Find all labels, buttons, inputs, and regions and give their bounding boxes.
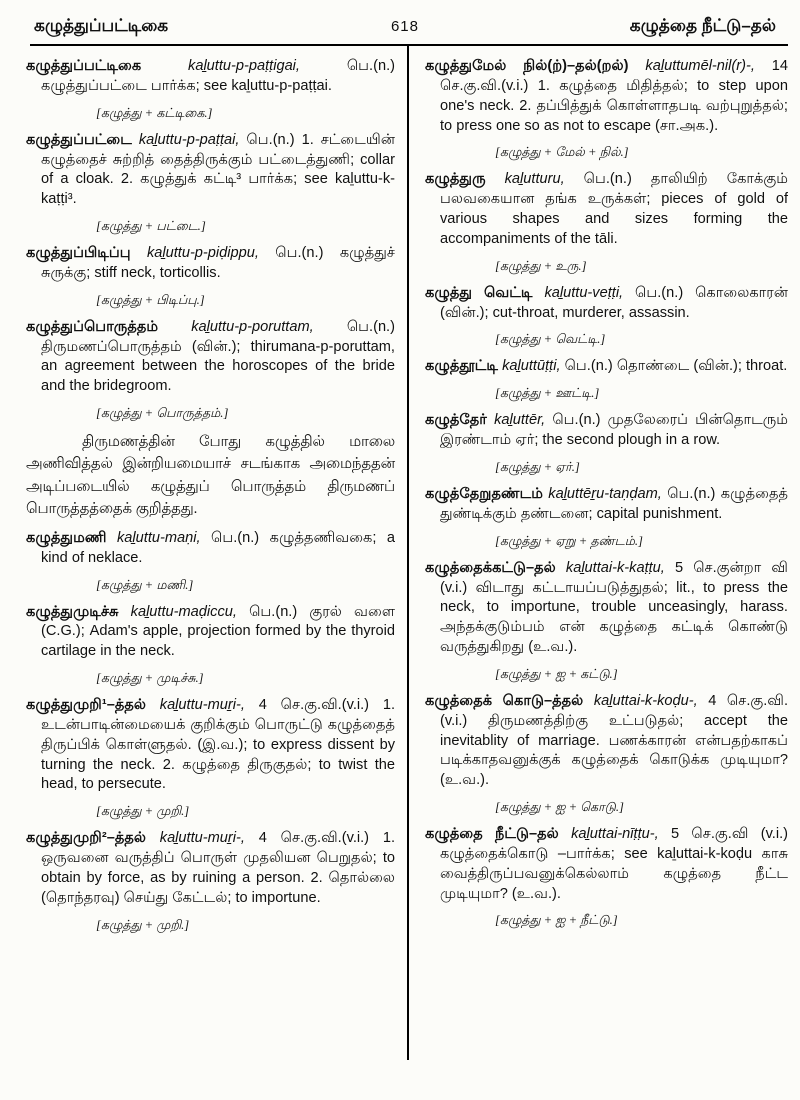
entry-etymology: [கழுத்து + ஏர்.] [495, 459, 580, 474]
entry-grammar: 4 செ.கு.வி.(v.i.) [258, 830, 370, 847]
entry-definition: 1. கழுத்தை மிதித்தல்; to step upon one's neck. 2. தப்பித்துக் கொள்ளாதபடி வற்புறுத்தல்; to press one so as not to escape (சா.அக.). [440, 77, 788, 134]
dict-entry [26, 529, 395, 594]
entry-headword: கழுத்துப்பிடிப்பு [26, 245, 131, 262]
entry-grammar: 5 செ.குன்றா வி (v.i.) [440, 559, 788, 596]
guideword-right: கழுத்தை நீட்டு–தல் [629, 16, 776, 35]
entry-grammar: 5 செ.கு.வி (v.i.) [670, 826, 788, 843]
dict-entry [425, 57, 788, 161]
entry-definition: 1. சட்டையின் கழுத்தைச் சுற்றித் தைத்திருக்கும் பட்டைத்துணி; collar of a cloak. 2. கழுத்துக் கட்டி³ பார்க்க; see kaḻuttu-k-kaṭṭi³. [41, 131, 395, 208]
entry-grammar: 4 செ.கு.வி.(v.i.) [440, 692, 788, 729]
entry-text [26, 696, 395, 795]
entry-transliteration: kaḻuttu-maṇi, [117, 529, 201, 546]
entry-etymology: [கழுத்து + பட்டை.] [96, 219, 206, 234]
entry-transliteration: kaḻuttēr, [494, 412, 546, 429]
entry-transliteration: kaḻuttu-muṟi-, [159, 830, 245, 847]
entry-grammar: பெ.(n.) [552, 412, 601, 429]
dict-entry [425, 559, 788, 683]
entry-text [26, 318, 395, 397]
entry-grammar: பெ.(n.) [246, 131, 295, 148]
page-number: 618 [390, 18, 419, 35]
dict-entry [26, 318, 395, 520]
entry-transliteration: kaḻuttu-p-piḍippu, [146, 245, 259, 262]
dict-entry [425, 170, 788, 274]
entry-transliteration: kaḻuttūṭṭi, [502, 358, 561, 375]
entry-grammar: 4 செ.கு.வி.(v.i.) [258, 697, 370, 714]
entry-definition: கழுத்தைத் துண்டிக்கும் தண்டனை; capital punishment. [440, 485, 788, 522]
dict-entry [26, 57, 395, 122]
dict-entry [425, 357, 788, 402]
entry-grammar: பெ.(n.) [564, 358, 613, 375]
entry-transliteration: kaḻuttēṟu-taṇḍam, [548, 485, 662, 502]
entry-definition: கொலைகாரன் (வின்.); cut-throat, murderer, assassin. [440, 284, 788, 321]
entry-headword: கழுத்துரு [425, 171, 486, 188]
entry-grammar: பெ.(n.) [583, 171, 632, 188]
left-column [26, 46, 407, 1060]
entry-definition: திருமணத்திற்கு உட்படுதல்; accept the inevitablity of marriage. பணக்காரன் என்பதற்காகப் படிக்காதவனுக்குக் கழுத்தைக் கொடுக்க முடியுமா? (உ.வ.). [440, 712, 788, 789]
entry-text [26, 244, 395, 284]
entry-text [26, 529, 395, 569]
entry-grammar: பெ.(n.) [211, 529, 260, 546]
entry-etymology: [கழுத்து + ஏறு + தண்டம்.] [495, 533, 643, 548]
entry-transliteration: kaḻuttu-veṭṭi, [544, 284, 624, 301]
entry-headword: கழுத்தேர் [425, 412, 487, 429]
entry-definition: விடாது கட்டாயப்படுத்துதல்; lit., to press the neck, to importune, trouble unceasingly, harass. அந்தக்குடும்பம் என் கழுத்தை கட்டிக் கொண்டு வருத்துகிறது (உ.வ.). [440, 579, 788, 656]
dict-entry [26, 244, 395, 309]
entry-text [425, 485, 788, 525]
entry-text [425, 692, 788, 791]
entry-definition: திருமணப்பொருத்தம் (வின்.); thirumana-p-poruttam, an agreement between the horoscopes of the bride and the bridegroom. [41, 338, 395, 395]
entry-definition: தொண்டை (வின்.); throat. [616, 358, 788, 375]
entry-text [425, 57, 788, 136]
entry-headword: கழுத்தை நீட்டு–தல் [425, 826, 559, 843]
entry-text [26, 829, 395, 908]
entry-text [425, 284, 788, 324]
entry-etymology: [கழுத்து + ஐ + நீட்டு.] [495, 913, 618, 928]
entry-etymology: [கழுத்து + ஊட்டி.] [495, 386, 600, 401]
entry-transliteration: kaḻuttu-p-paṭṭigai, [188, 58, 300, 74]
entry-transliteration: kaḻutturu, [504, 171, 565, 188]
entry-text [425, 357, 788, 377]
dict-entry [26, 603, 395, 688]
entry-etymology: [கழுத்து + ஐ + கட்டு.] [495, 666, 618, 681]
entry-etymology: [கழுத்து + ஐ + கொடு.] [495, 800, 624, 815]
entry-definition: முதலேரைப் பின்தொடரும் இரண்டாம் ஏர்; the second plough in a row. [440, 412, 788, 449]
entry-transliteration: kaḻuttu-maḍiccu, [130, 603, 237, 620]
entry-grammar: பெ.(n.) [275, 245, 324, 262]
entry-grammar: பெ.(n.) [249, 603, 298, 620]
entry-grammar: பெ.(n.) [346, 58, 395, 74]
entry-headword: கழுத்துப்பட்டிகை [26, 58, 142, 74]
entry-headword: கழுத்துமேல் நில்(ற்)–தல்(றல்) [425, 58, 629, 74]
entry-headword: கழுத்தைக் கொடு–த்தல் [425, 692, 584, 709]
entry-text [425, 411, 788, 451]
entry-etymology: [கழுத்து + பொருத்தம்.] [96, 406, 229, 421]
dict-entry [425, 825, 788, 929]
entry-text [26, 57, 395, 97]
entry-definition: குரல் வளை (C.G.); Adam's apple, projection formed by the thyroid cartilage in the neck. [41, 603, 395, 660]
right-column [407, 46, 788, 1060]
entry-transliteration: kaḻuttai-nīṭṭu-, [571, 826, 659, 843]
entry-etymology: [கழுத்து + பிடிப்பு.] [96, 292, 205, 307]
entry-etymology: [கழுத்து + மேல் + நில்.] [495, 145, 629, 160]
entry-etymology: [கழுத்து + மணி.] [96, 577, 194, 592]
dict-entry [425, 284, 788, 349]
entry-transliteration: kaḻuttai-k-koḍu-, [593, 692, 698, 709]
entry-headword: கழுத்துமுறி²–த்தல் [26, 830, 146, 847]
entry-definition: கழுத்துச் சுருக்கு; stiff neck, torticollis. [41, 245, 395, 281]
entry-definition: தாலியிற் கோக்கும் பலவகையான தங்க உருக்கள்; pieces of gold of various shapes and sizes forming the accompaniments of the tāli. [440, 171, 788, 247]
dict-entry [425, 485, 788, 550]
entry-etymology: [கழுத்து + முறி.] [96, 804, 190, 819]
entry-transliteration: kaḻuttumēl-nil(r)-, [645, 58, 755, 74]
dict-entry [26, 131, 395, 235]
entry-definition: கழுத்தணிவகை; a kind of neklace. [41, 529, 395, 566]
entry-text [425, 170, 788, 249]
entry-headword: கழுத்துப்பொருத்தம் [26, 318, 159, 335]
entry-text [425, 559, 788, 658]
entry-definition: 1. உடன்பாடின்மையைக் குறிக்கும் பொருட்டு கழுத்தைத் திருப்பிக் கொள்ளுதல். (இ.வ.); to express dissent by turning the neck. 2. கழுத்தை திருகுதல்; to twist the head, to persecute. [41, 697, 396, 793]
entry-grammar: பெ.(n.) [667, 485, 716, 502]
entry-transliteration: kaḻuttu-p-poruttam, [191, 318, 314, 335]
entry-headword: கழுத்தேறுதண்டம் [425, 485, 543, 502]
entry-etymology: [கழுத்து + முறி.] [96, 917, 190, 932]
entry-definition: கழுத்தைக்கொடு –பார்க்க; see kaḻuttai-k-koḍu காசு வைத்திருப்பவனுக்கெல்லாம் கழுத்தை நீட்ட முடியுமா? (உ.வ.). [440, 845, 788, 902]
entry-usage-note: திருமணத்தின் போது கழுத்தில் மாலை அணிவித்தல் இன்றியமையாச் சடங்காக அமைந்ததன் அடிப்படையில் கழுத்துப் பொருத்தம் திருமணப் பொருத்தத்தைக் குறித்தது. [26, 434, 395, 517]
entry-headword: கழுத்துப்பட்டை [26, 131, 132, 148]
two-column-body [26, 46, 788, 1060]
entry-etymology: [கழுத்து + கட்டிகை.] [96, 105, 213, 120]
entry-grammar: பெ.(n.) [635, 284, 684, 301]
entry-headword: கழுத்துமுடிச்சு [26, 603, 119, 620]
entry-transliteration: kaḻuttu-muṟi-, [159, 697, 245, 714]
entry-text [26, 131, 395, 210]
entry-headword: கழுத்தைக்கட்டு–தல் [425, 559, 556, 576]
page-header [0, 0, 800, 44]
dict-entry [425, 411, 788, 476]
entry-headword: கழுத்துமுறி¹–த்தல் [26, 697, 146, 714]
entry-definition: 1. ஒருவனை வருத்திப் பொருள் முதலியன பெறுதல்; to obtain by force, as by ruining a person. 2. தொல்லை (தொந்தரவு) செய்து கேட்டல்; to importune. [41, 830, 396, 906]
entry-grammar: 14 செ.கு.வி.(v.i.) [440, 58, 788, 94]
guideword-left: கழுத்துப்பட்டிகை [34, 16, 169, 35]
entry-text [425, 825, 788, 904]
dict-entry [26, 829, 395, 933]
entry-transliteration: kaḻuttu-p-paṭṭai, [138, 131, 240, 148]
entry-etymology: [கழுத்து + முடிச்சு.] [96, 671, 204, 686]
entry-etymology: [கழுத்து + உரு.] [495, 258, 587, 273]
entry-etymology: [கழுத்து + வெட்டி.] [495, 332, 606, 347]
entry-transliteration: kaḻuttai-k-kaṭṭu, [565, 559, 665, 576]
dict-entry [26, 696, 395, 820]
entry-headword: கழுத்துமணி [26, 529, 107, 546]
entry-text [26, 603, 395, 663]
entry-headword: கழுத்தூட்டி [425, 358, 499, 375]
dict-entry [425, 692, 788, 816]
entry-grammar: பெ.(n.) [346, 318, 395, 335]
entry-headword: கழுத்து வெட்டி [425, 284, 533, 301]
entry-definition: கழுத்துப்பட்டை பார்க்க; see kaḻuttu-p-paṭṭai. [41, 77, 332, 94]
